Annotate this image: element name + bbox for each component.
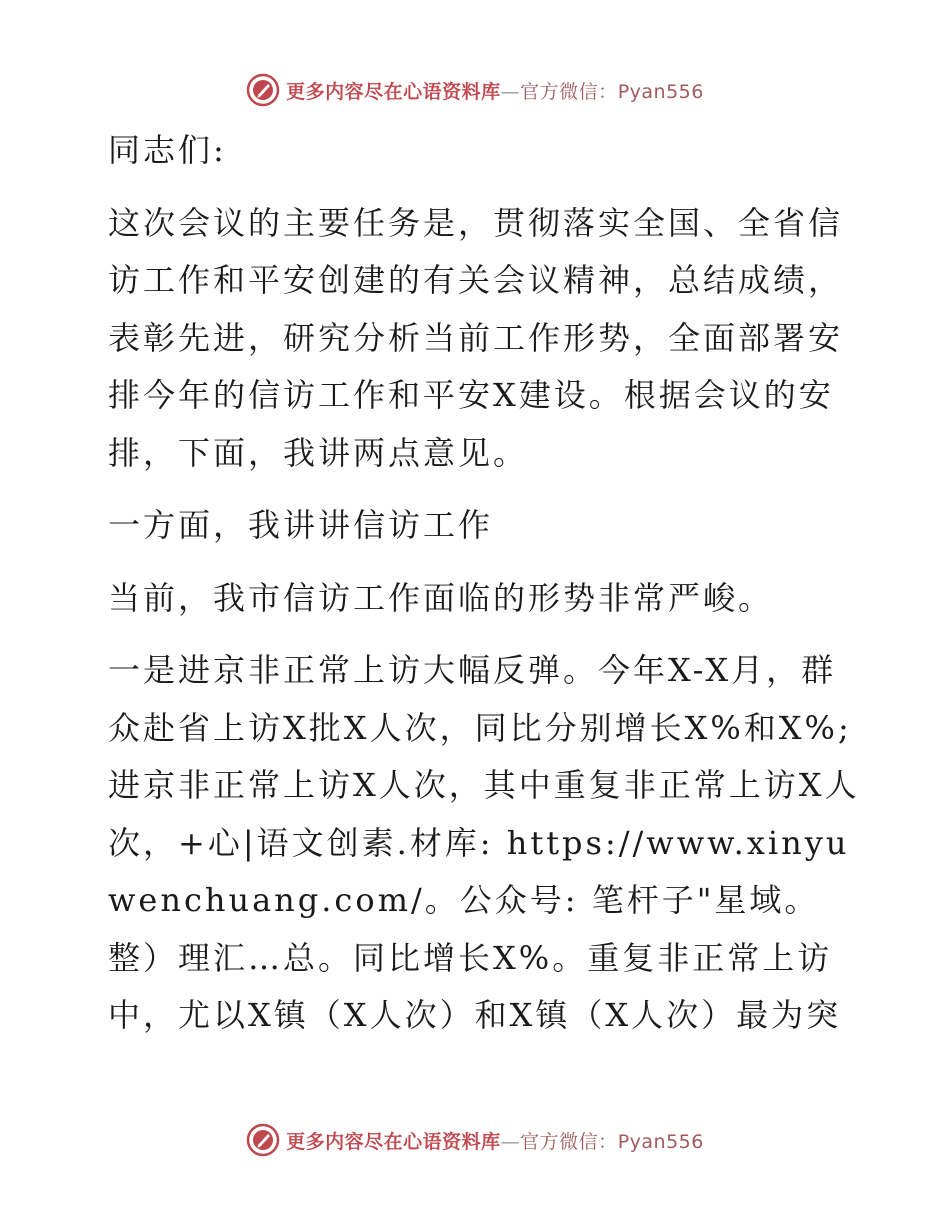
- watermark-separator: —: [500, 80, 521, 103]
- paragraph-point-one: 一是进京非正常上访大幅反弹。今年X-X月，群众赴省上访X批X人次，同比分别增长X%和X%; 进京非正常上访X人次，其中重复非正常上访X人次，+心|语文创素.材库: https://www.xinyuwenchuang.com/。公众号: 笔杆子"星域。整）理汇…总。同比增长X%。重复非正常上访中，尤以X镇（X人次）和X镇（X人次）最为突: [108, 651, 860, 1034]
- paragraph-opening: 这次会议的主要任务是，贯彻落实全国、全省信访工作和平安创建的有关会议精神，总结成绩，表彰先进，研究分析当前工作形势，全面部署安排今年的信访工作和平安X建设。根据会议的安排，下面，我讲两点意见。: [108, 203, 844, 472]
- watermark-text: [286, 77, 704, 104]
- salutation: 同志们:: [108, 131, 227, 169]
- watermark-account: Pyan556: [617, 1130, 704, 1153]
- watermark-separator: —: [500, 1130, 521, 1153]
- watermark-brand: 更多内容尽在心语资料库: [286, 1130, 501, 1153]
- pen-nib-seal-icon: [246, 1123, 280, 1157]
- watermark-text: [286, 1127, 704, 1154]
- header-watermark: [0, 70, 950, 110]
- section-heading-petition: 一方面，我讲讲信访工作: [108, 506, 494, 544]
- document-body: [96, 122, 866, 1045]
- watermark-official-label: 官方微信：: [520, 1130, 618, 1153]
- paragraph-situation: 当前，我市信访工作面临的形势非常严峻。: [108, 578, 774, 617]
- pen-nib-seal-icon: [246, 73, 280, 107]
- watermark-brand: 更多内容尽在心语资料库: [286, 80, 501, 103]
- watermark-official-label: 官方微信：: [520, 80, 618, 103]
- watermark-account: Pyan556: [617, 80, 704, 103]
- footer-watermark: [0, 1120, 950, 1160]
